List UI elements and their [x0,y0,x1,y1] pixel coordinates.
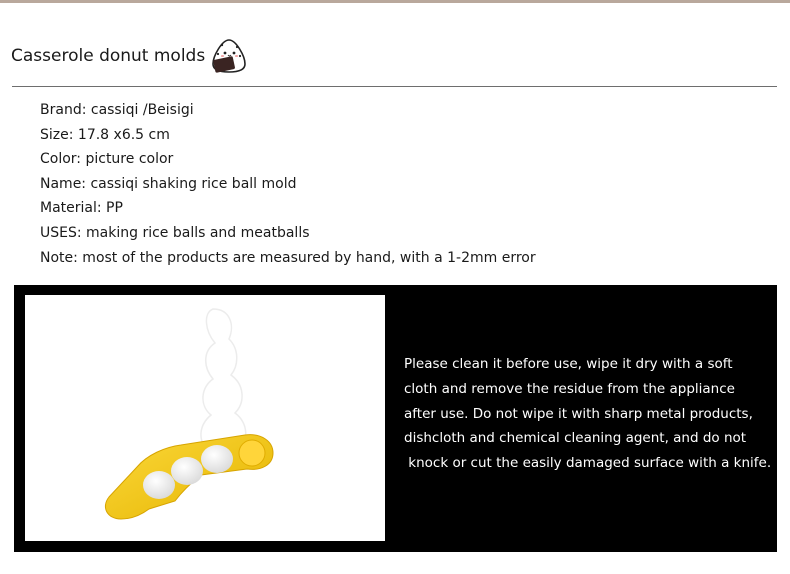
rice-ball [143,471,175,499]
care-line: Please clean it before use, wipe it dry with a soft [404,356,733,372]
rice-ball [171,457,203,485]
page-title: Casserole donut molds [11,46,206,66]
care-line: knock or cut the easily damaged surface with a knife. [404,455,772,472]
care-line: cloth and remove the residue from the appliance [404,380,735,397]
care-line: dishcloth and chemical cleaning agent, and do not [404,430,747,447]
rice-ball [201,445,233,473]
top-border-strip [0,0,790,3]
product-image-frame [25,295,385,541]
care-panel [14,285,777,552]
care-line: after use. Do not wipe it with sharp metal products, [404,405,753,422]
spec-color: Color: picture color [40,151,174,168]
spec-material: Material: PP [40,200,123,217]
title-divider [12,86,777,87]
rice-ball-mascot-icon [209,36,249,76]
spec-size: Size: 17.8 x6.5 cm [40,126,170,143]
title-row [11,36,249,76]
spec-brand: Brand: cassiqi /Beisigi [40,102,194,118]
care-instructions [404,352,772,476]
rice-ball-mold-photo [25,295,385,541]
spec-note: Note: most of the products are measured by hand, with a 1-2mm error [40,249,536,266]
spec-name: Name: cassiqi shaking rice ball mold [40,175,297,192]
spec-list [40,98,536,270]
spec-uses: USES: making rice balls and meatballs [40,224,310,241]
